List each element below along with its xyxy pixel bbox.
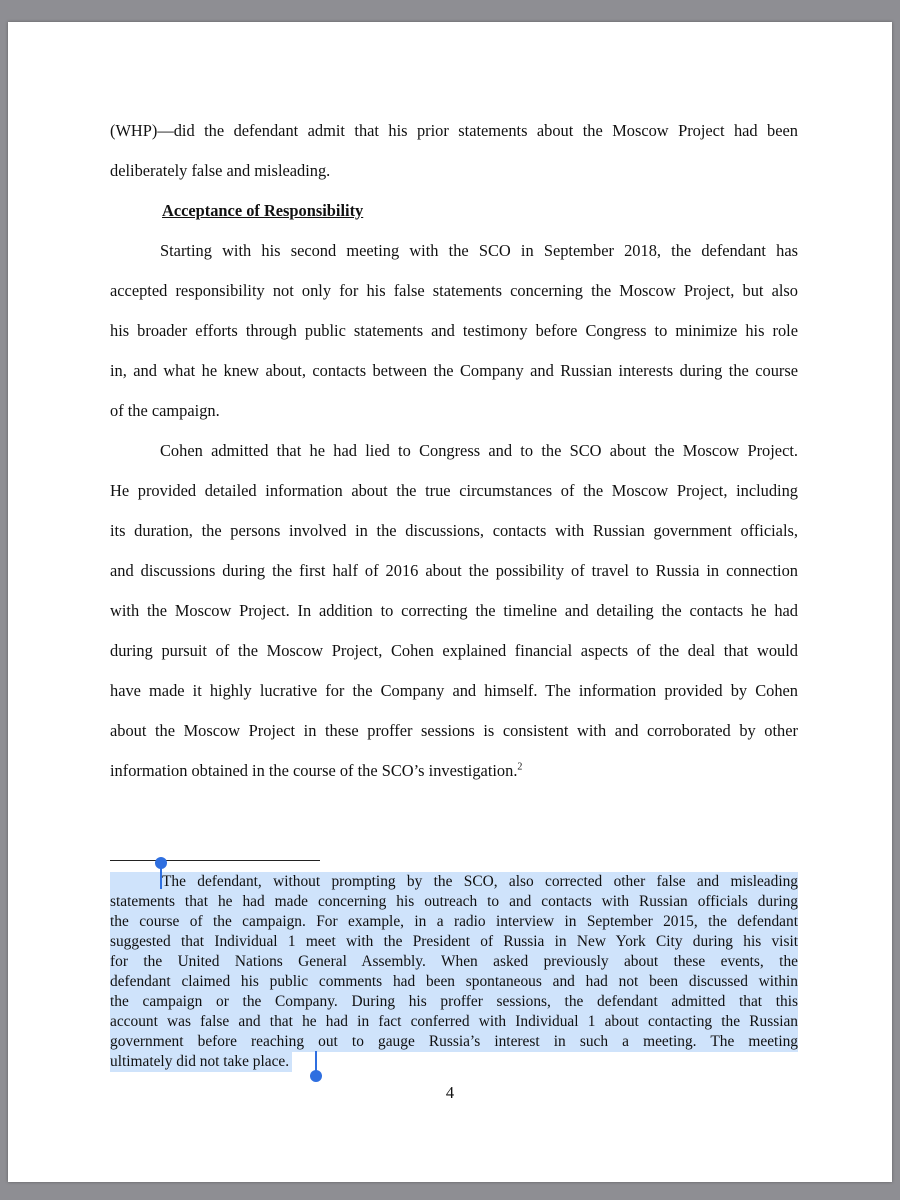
body-line: Cohen admitted that he had lied to Congress and to the SCO about the Moscow Project. xyxy=(160,441,798,460)
body-line: Starting with his second meeting with the SCO in September 2018, the defendant has xyxy=(160,241,798,260)
footnote-separator xyxy=(110,860,320,861)
body-line: have made it highly lucrative for the Company and himself. The information provided by Cohen xyxy=(110,681,798,700)
body-line-text: information obtained in the course of the SCO’s investigation. xyxy=(110,761,518,780)
footnote-line-selected[interactable]: government before reaching out to gauge Russia’s interest in such a meeting. The meeting xyxy=(110,1033,798,1050)
footnote-line-selected[interactable]: the campaign or the Company. During his proffer sessions, the defendant admitted that this xyxy=(110,993,798,1010)
page-number: 4 xyxy=(445,1083,455,1102)
body-line: of the campaign. xyxy=(110,401,220,420)
footnote-line-selected[interactable]: suggested that Individual 1 meet with the President of Russia in New York City during his visit xyxy=(110,933,798,950)
body-line: his broader efforts through public statements and testimony before Congress to minimize his role xyxy=(110,321,798,340)
selection-start-caret xyxy=(160,865,162,889)
body-line: and discussions during the first half of 2016 about the possibility of travel to Russia in connection xyxy=(110,561,798,580)
body-line: accepted responsibility not only for his false statements concerning the Moscow Project, but also xyxy=(110,281,798,300)
body-line: (WHP)—did the defendant admit that his prior statements about the Moscow Project had been xyxy=(110,121,798,140)
footnote-line-selected[interactable]: The defendant, without prompting by the SCO, also corrected other false and misleading xyxy=(110,872,798,892)
body-line: with the Moscow Project. In addition to correcting the timeline and detailing the contacts he had xyxy=(110,601,798,620)
footnote-line-selected[interactable]: for the United Nations General Assembly. When asked previously about these events, the xyxy=(110,953,798,970)
body-line: its duration, the persons involved in the discussions, contacts with Russian government officials, xyxy=(110,521,798,540)
footnote-line-selected[interactable]: account was false and that he had in fact conferred with Individual 1 about contacting the Russian xyxy=(110,1013,798,1030)
body-line: in, and what he knew about, contacts between the Company and Russian interests during the course xyxy=(110,361,798,380)
body-line: He provided detailed information about the true circumstances of the Moscow Project, including xyxy=(110,481,798,500)
footnote-reference[interactable]: 2 xyxy=(517,761,523,773)
document-page xyxy=(8,22,892,1182)
body-line: about the Moscow Project in these proffer sessions is consistent with and corroborated by other xyxy=(110,721,798,740)
footnote-line-selected[interactable]: defendant claimed his public comments had been spontaneous and had not been discussed within xyxy=(110,973,798,990)
selection-end-handle[interactable] xyxy=(310,1070,322,1082)
body-line: deliberately false and misleading. xyxy=(110,161,331,180)
body-line-last xyxy=(110,760,798,782)
footnote-line-selected[interactable]: the course of the campaign. For example, in a radio interview in September 2015, the defendant xyxy=(110,913,798,930)
footnote-line-selected[interactable]: ultimately did not take place. xyxy=(110,1052,292,1072)
body-line: during pursuit of the Moscow Project, Cohen explained financial aspects of the deal that would xyxy=(110,641,798,660)
section-heading: Acceptance of Responsibility xyxy=(162,201,364,220)
footnote-line-selected[interactable]: statements that he had made concerning his outreach to and contacts with Russian officials during xyxy=(110,893,798,910)
